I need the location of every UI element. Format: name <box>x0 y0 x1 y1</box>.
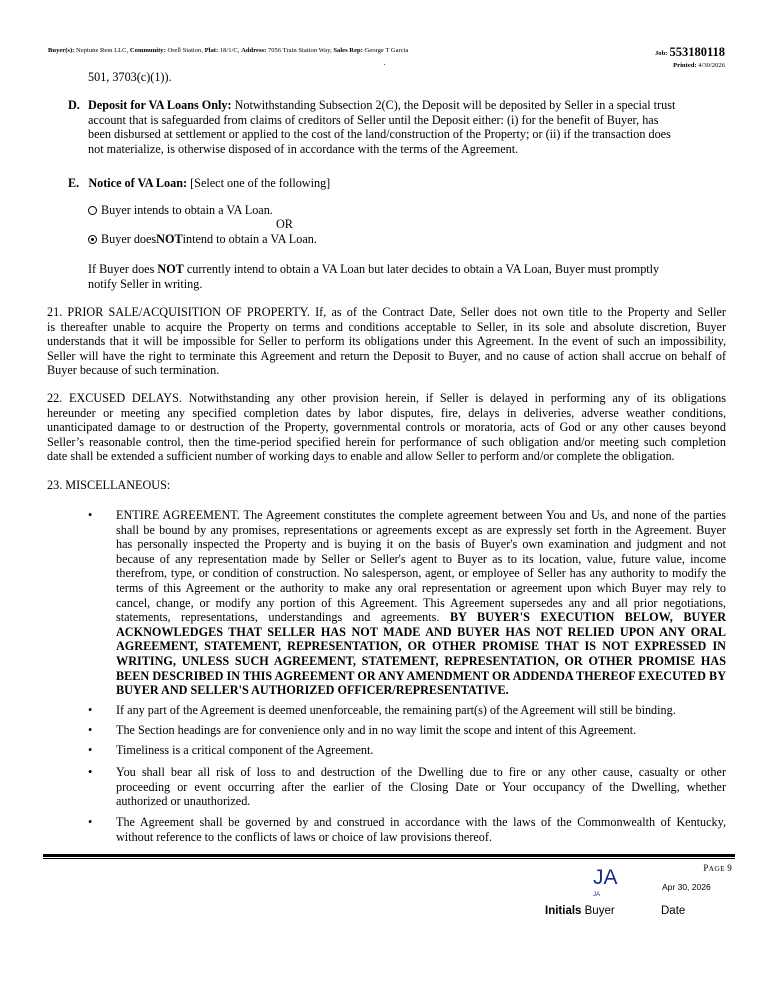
item-d-line: been disbursed at settlement or applied to the cost of the land/construction of the Property; or (ii) if the transaction does <box>88 127 671 142</box>
bullet-icon: • <box>88 723 93 737</box>
buyer-initials[interactable]: JA <box>593 866 618 889</box>
acknowledgement-line: BEEN DESCRIBED IN THIS AGREEMENT OR ANY AMENDMENT OR ADDENDA THEREOF EXECUTED BY <box>116 668 726 683</box>
va-option-not-pre: Buyer does <box>101 232 157 246</box>
bullet-icon: • <box>88 508 93 522</box>
section-22-line: Seller’s reasonable control, then the time-period specified herein for performance of such obligation and/or meeting such completion <box>47 434 726 449</box>
entire-agreement-line: ENTIRE AGREEMENT. The Agreement constitutes the complete agreement between You and Us, and none of the parties <box>116 508 726 522</box>
item-d-line: account that is safeguarded from claims of creditors of Seller until the Deposit either: (i) for the benefit of Buyer, has <box>88 112 659 127</box>
item-e-title: Notice of VA Loan: <box>88 176 188 190</box>
job-label: Job: <box>654 50 668 57</box>
va-option-not-bold: NOT <box>156 232 183 246</box>
headings-text: The Section headings are for convenience only and in no way limit the scope and intent of this Agreement. <box>116 723 637 737</box>
va-option-intends[interactable] <box>88 203 273 218</box>
sales-rep-label: Sales Rep: <box>333 47 363 54</box>
buyer-value: Neptune Rem LLC, <box>76 47 129 54</box>
initials-date: Apr 30, 2026 <box>662 882 711 892</box>
va-note-post: currently intend to obtain a VA Loan but later decides to obtain a VA Loan, Buyer must promptly <box>183 262 660 276</box>
bullet-icon: • <box>88 743 93 757</box>
or-text: OR <box>276 217 293 231</box>
buyer-label: Buyer(s): <box>48 47 75 54</box>
governing-law <box>116 815 726 844</box>
section-23-heading: 23. MISCELLANEOUS: <box>47 478 171 492</box>
acknowledgement-line: ACKNOWLEDGES THAT SELLER HAS NOT MADE AND BUYER HAS NOT RELIED UPON ANY ORAL <box>116 624 726 639</box>
entire-agreement-line: cancel, change, or modify any portion of this Agreement. This Agreement supersedes any and all prior negotiations, <box>116 595 726 610</box>
section-21 <box>47 305 726 378</box>
job-info <box>655 45 725 60</box>
entire-agreement <box>116 508 726 698</box>
plat-value: 18/1/C, <box>219 47 240 54</box>
va-note-pre: If Buyer does <box>88 262 158 276</box>
entire-agreement-line: has personally inspected the Property and is buying it on the basis of Buyer's own examination and judgment and not <box>116 537 726 552</box>
entire-agreement-line: therefrom, type, or condition of construction. No salesperson, agent, or employee of Seller has any authority to modify the <box>116 566 726 581</box>
section-21-line: understands that it will be impossible for Seller to perform its obligations under this Agreement. In the event of such an impossibility, <box>47 334 726 349</box>
va-note-not: NOT <box>157 262 184 276</box>
section-21-line: 21. PRIOR SALE/ACQUISITION OF PROPERTY. If, as of the Contract Date, Seller does not own title to the Property and Seller <box>47 305 726 319</box>
risk-of-loss-line: authorized or unauthorized. <box>116 794 251 809</box>
plat-label: Plat: <box>204 47 219 54</box>
governing-law-line: without reference to the conflicts of laws or choice of law provisions thereof. <box>116 829 492 844</box>
acknowledgement-line: WRITING, UNLESS SUCH AGREEMENT, STATEMENT, REPRESENTATION, OR OTHER PROMISE HAS <box>116 653 726 668</box>
section-22-line: 22. EXCUSED DELAYS. Notwithstanding any other provision herein, if Seller is delayed in performing any of its obligations <box>47 391 726 405</box>
initials-buyer-label <box>545 905 615 917</box>
job-number: 553180118 <box>669 45 725 59</box>
entire-agreement-line <box>116 610 726 625</box>
item-d <box>68 98 726 156</box>
item-d-title: Deposit for VA Loans Only: <box>88 98 232 112</box>
address-label: Address: <box>241 47 267 54</box>
entire-agreement-line: shall be bound by any promises, representations or agreements except as are expressly set forth in the Agreement. Buyer <box>116 522 726 537</box>
section-22-line: date shall be extended a sufficient number of working days to enable and allow Seller to perform and/or complete the obligation. <box>47 449 675 464</box>
item-e <box>68 176 330 191</box>
entire-agreement-line: because of any representation made by Seller or Seller's agent to Buyer as to its location, value, future value, income <box>116 551 726 566</box>
printed-info <box>673 62 725 69</box>
page-number <box>703 863 732 873</box>
bullet-icon: • <box>88 765 93 779</box>
radio-selected-icon[interactable] <box>88 235 97 244</box>
sales-rep-value: George T Garcia <box>364 47 409 54</box>
risk-of-loss-line: proceeding or event occurring after the earlier of the Closing Date or Your occupancy of the Dwelling, whether <box>116 779 726 794</box>
item-d-line: Notwithstanding Subsection 2(C), the Deposit will be deposited by Seller in a special trust <box>234 98 676 112</box>
va-option-not-intends[interactable] <box>88 232 317 247</box>
acknowledgement-line: AGREEMENT, STATEMENT, REPRESENTATION, OR OTHER PROMISE THAT IS NOT EXPRESSED IN <box>116 639 726 654</box>
printed-date: 4/30/2026 <box>698 62 725 69</box>
item-d-body <box>88 98 726 156</box>
severability-text: If any part of the Agreement is deemed unenforceable, the remaining part(s) of the Agreement will still be binding. <box>116 703 676 717</box>
page-label-first: P <box>703 863 709 873</box>
page-label-rest: AGE <box>708 864 725 873</box>
item-e-instruction: [Select one of the following] <box>190 176 331 190</box>
section-22 <box>47 391 726 464</box>
printed-label: Printed: <box>673 62 697 69</box>
risk-of-loss <box>116 765 726 809</box>
address-value: 7056 Train Station Way, <box>267 47 332 54</box>
stray-dot <box>384 64 385 65</box>
section-22-line: hereunder or meeting any specified completion dates by labor disputes, fire, delays in deliveries, adverse weather conditions, <box>47 405 726 420</box>
item-d-line: not materialize, is otherwise disposed of in accordance with the terms of the Agreement. <box>88 141 519 156</box>
page-number-value: 9 <box>727 863 732 873</box>
governing-law-line: The Agreement shall be governed by and construed in accordance with the laws of the Commonwealth of Kentucky, <box>116 815 726 829</box>
va-note-line2: notify Seller in writing. <box>88 276 203 291</box>
va-option-intends-label: Buyer intends to obtain a VA Loan. <box>101 203 273 217</box>
continuation-text: 501, 3703(c)(1)). <box>88 70 172 84</box>
section-21-line: Buyer because of such termination. <box>47 363 220 378</box>
risk-of-loss-line: You shall bear all risk of loss to and destruction of the Dwelling due to fire or any other cause, casualty or other <box>116 765 726 779</box>
initials-label-bold: Initials <box>545 905 582 917</box>
header-parties <box>48 47 648 54</box>
footer-divider-thin <box>43 858 735 859</box>
date-label: Date <box>661 905 686 917</box>
entire-agreement-bold: BY BUYER'S EXECUTION BELOW, BUYER <box>450 610 726 625</box>
va-option-not-post: intend to obtain a VA Loan. <box>182 232 317 246</box>
section-21-line: is thereafter unable to acquire the Property on terms and conditions acceptable to Seller, in its sole and absolute discretion, Buyer <box>47 319 726 334</box>
section-21-line: Seller will have the right to terminate this Agreement and return the Deposit to Buyer, and no cause of action shall accrue on behalf of <box>47 348 726 363</box>
community-label: Community: <box>129 47 166 54</box>
entire-agreement-line: terms of this Agreement or the authority to make any oral representation or agreement upon which Buyer may rely to <box>116 580 726 595</box>
bullet-icon: • <box>88 703 93 717</box>
item-d-label: D. <box>68 98 80 112</box>
radio-unselected-icon[interactable] <box>88 206 97 215</box>
buyer-initials-small: JA <box>593 892 601 898</box>
item-e-label: E. <box>68 176 80 190</box>
entire-agreement-plain: statements, representations, understandings and agreements. <box>116 610 451 625</box>
footer-divider <box>43 854 735 857</box>
timeliness-text: Timeliness is a critical component of the Agreement. <box>116 743 374 757</box>
community-value: Orell Station, <box>167 47 203 54</box>
initials-label-rest: Buyer <box>581 905 615 917</box>
acknowledgement-line: BUYER AND SELLER'S AUTHORIZED OFFICER/REPRESENTATIVE. <box>116 683 509 698</box>
section-22-line: unanticipated damage to or destruction of the Property, governmental controls or moratoria, acts of God or any other causes beyond <box>47 420 726 435</box>
bullet-icon: • <box>88 815 93 829</box>
va-note <box>88 262 726 291</box>
